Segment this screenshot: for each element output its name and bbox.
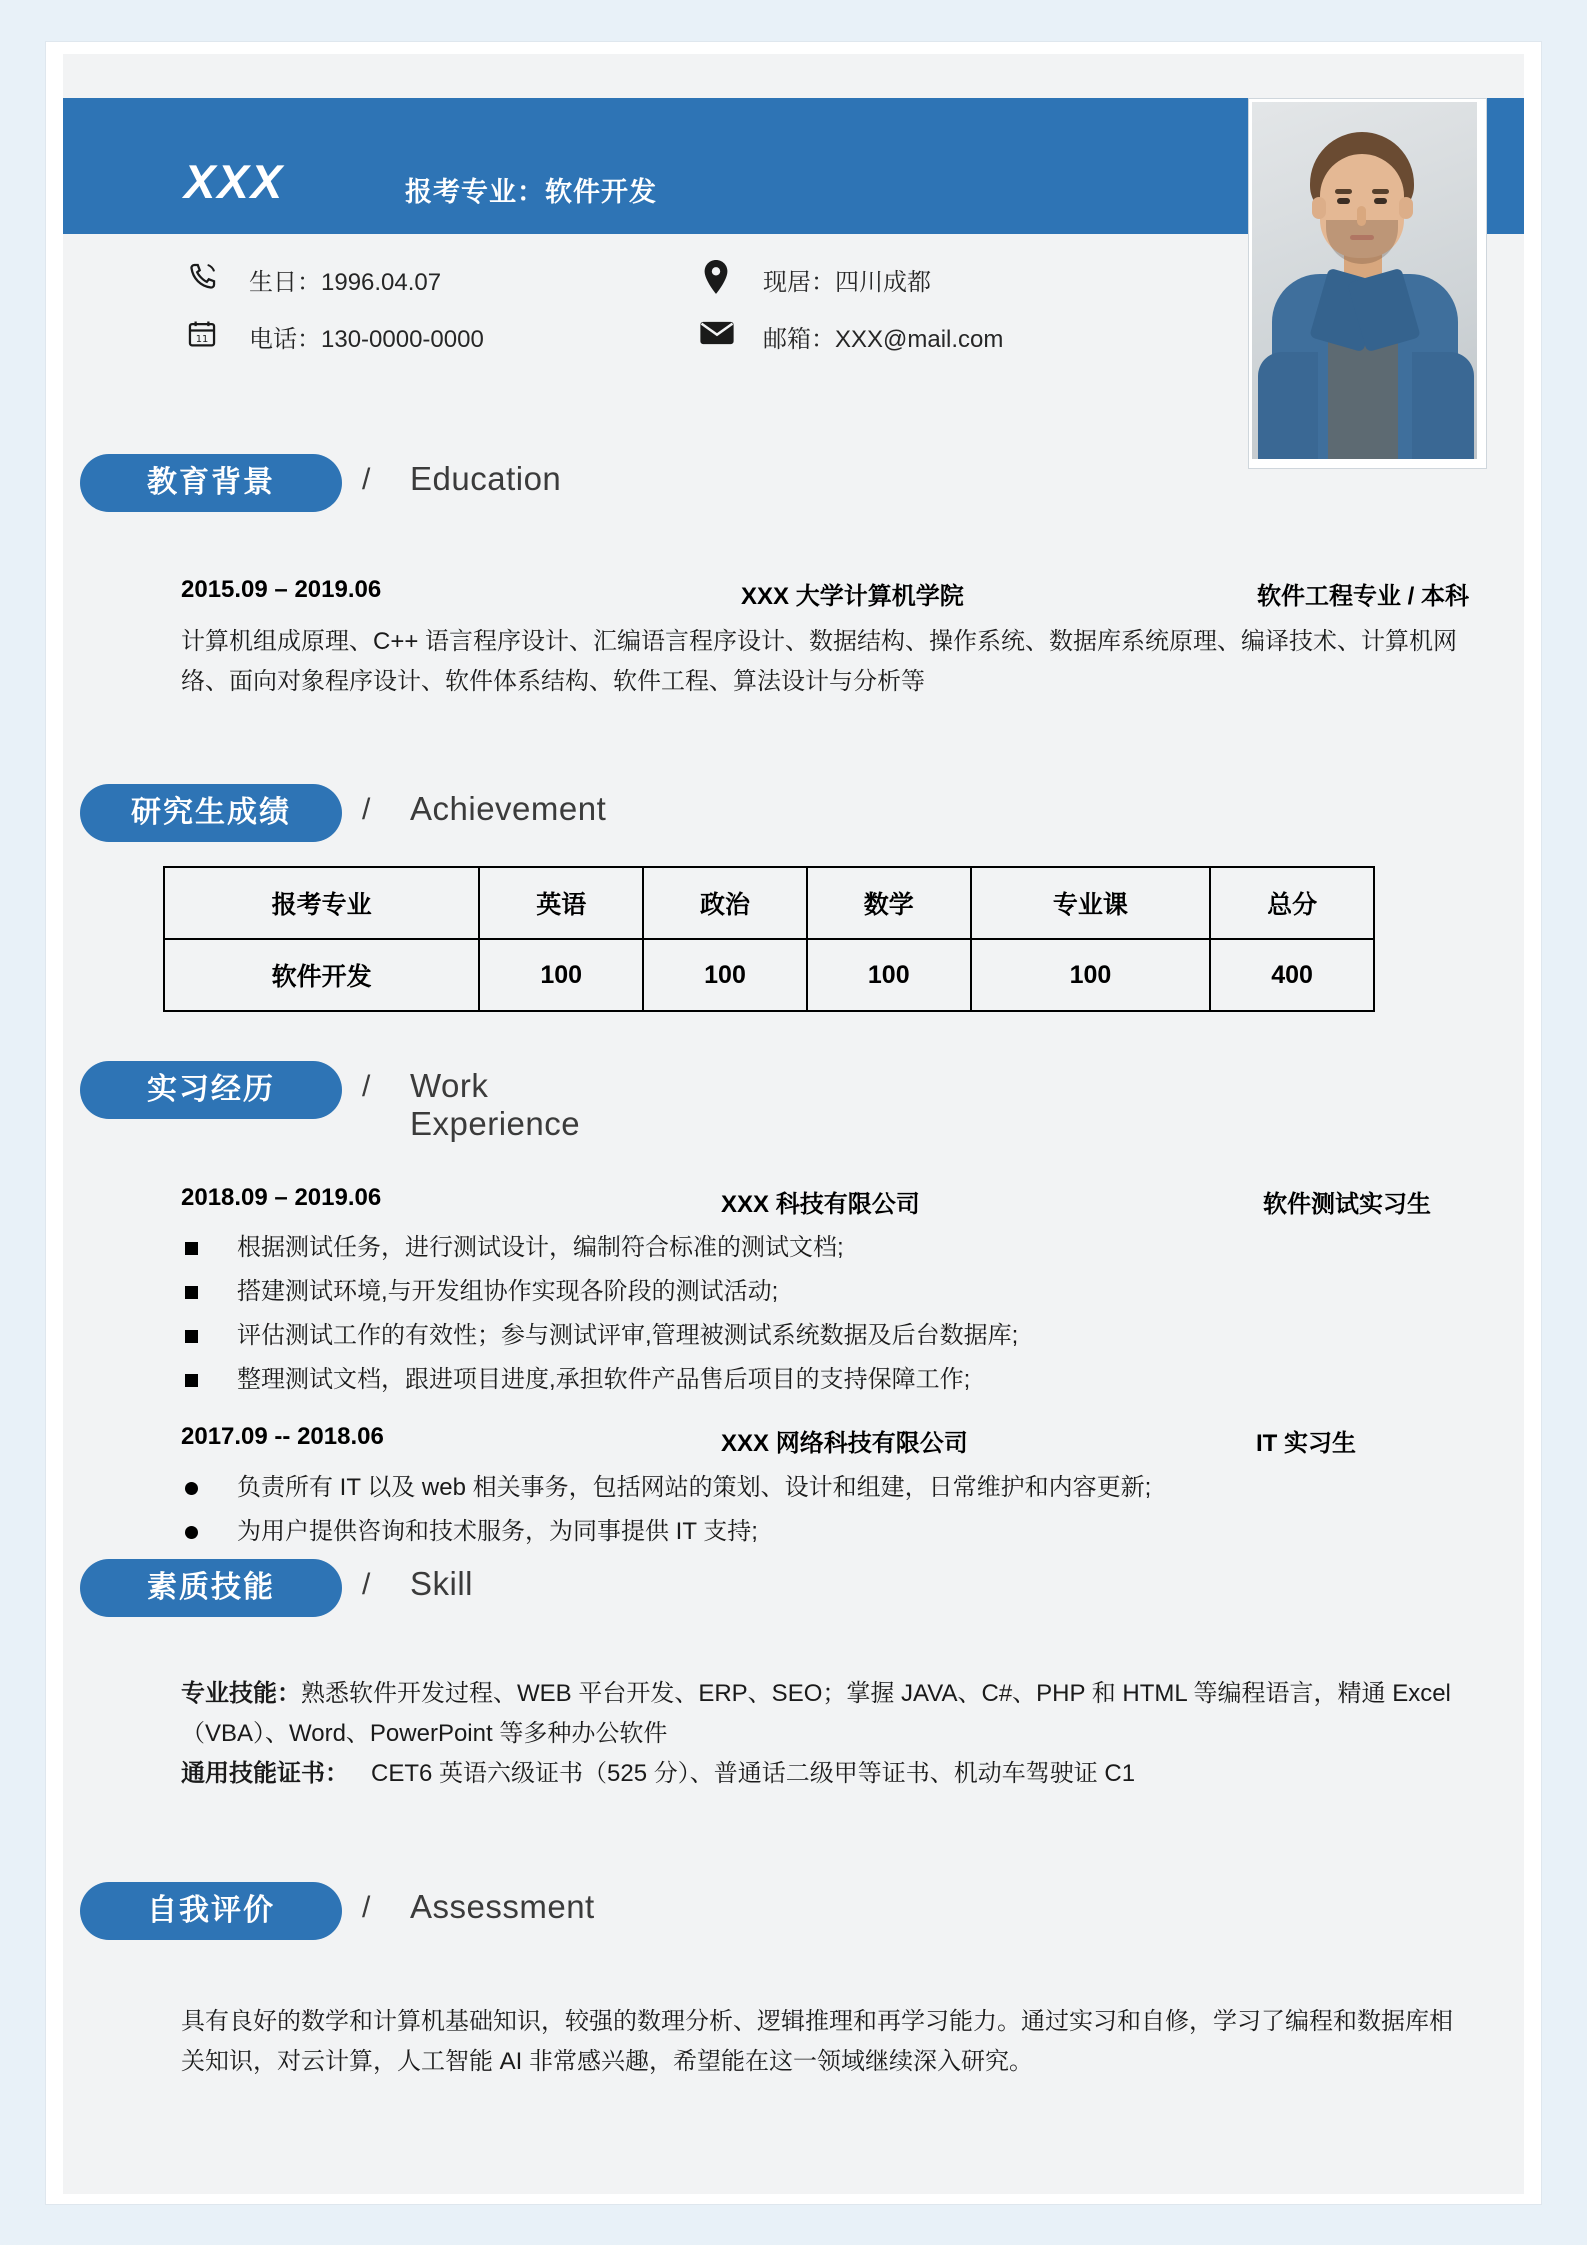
table-row (164, 939, 1374, 1011)
list-item-text: 为用户提供咨询和技术服务，为同事提供 IT 支持; (237, 1518, 758, 1545)
table-cell: 100 (479, 939, 643, 1011)
education-courses: 计算机组成原理、C++ 语言程序设计、汇编语言程序设计、数据结构、操作系统、数据库系统原理、编译技术、计算机网络、面向对象程序设计、软件体系结构、软件工程、算法设计与分析等 (181, 628, 1458, 695)
score-table (163, 866, 1375, 1012)
section-slash: / (362, 793, 371, 826)
section-title-en: Education (410, 460, 562, 497)
section-title-en: Skill (410, 1565, 474, 1602)
table-cell: 100 (971, 939, 1211, 1011)
list-item (181, 1226, 1481, 1270)
section-title-cn: 研究生成绩 (131, 796, 291, 829)
candidate-name: XXX (184, 155, 285, 208)
work-role: IT 实习生 (1256, 1430, 1356, 1457)
skill-professional-text: 熟悉软件开发过程、WEB 平台开发、ERP、SEO；掌握 JAVA、C#、PHP 和 HTML 等编程语言，精通 Excel（VBA）、Word、PowerPoint 等多种办公软件 (181, 1680, 1451, 1747)
section-title-cn: 教育背景 (147, 466, 275, 499)
skill-cert-label: 通用技能证书： (181, 1760, 349, 1787)
work-bullets-2 (181, 1466, 1481, 1554)
list-item (181, 1510, 1481, 1554)
bullet-square-icon (185, 1374, 198, 1387)
list-item (181, 1358, 1481, 1402)
phone-icon (185, 260, 219, 294)
work-date: 2018.09 – 2019.06 (181, 1184, 382, 1211)
table-header-cell: 政治 (643, 867, 807, 939)
contact-phone: 电话：130-0000-0000 (249, 326, 484, 353)
education-date: 2015.09 – 2019.06 (181, 576, 382, 603)
bullet-square-icon (185, 1330, 198, 1343)
mail-icon (699, 318, 733, 352)
skill-professional-label: 专业技能： (181, 1680, 301, 1707)
table-header-cell: 总分 (1210, 867, 1374, 939)
resume-sheet (46, 42, 1541, 2204)
education-school: XXX 大学计算机学院 (741, 583, 964, 610)
section-slash: / (362, 463, 371, 496)
list-item (181, 1466, 1481, 1510)
work-company: XXX 科技有限公司 (721, 1191, 920, 1218)
table-header-row (164, 867, 1374, 939)
svg-text:11: 11 (195, 333, 209, 345)
education-degree: 软件工程专业 / 本科 (1256, 583, 1469, 610)
bullet-square-icon (185, 1242, 198, 1255)
contact-block (63, 234, 1524, 353)
contact-email: 邮箱：XXX@mail.com (763, 326, 1004, 353)
list-item-text: 整理测试文档，跟进项目进度,承担软件产品售后项目的支持保障工作; (237, 1366, 971, 1393)
section-slash: / (362, 1891, 371, 1924)
work-bullets-1 (181, 1226, 1481, 1402)
section-slash: / (362, 1070, 371, 1103)
section-title-cn: 素质技能 (147, 1571, 275, 1604)
section-title-cn: 自我评价 (147, 1894, 275, 1927)
list-item-text: 负责所有 IT 以及 web 相关事务，包括网站的策划、设计和组建，日常维护和内容更新; (237, 1474, 1152, 1501)
list-item (181, 1270, 1481, 1314)
contact-location: 现居：四川成都 (763, 269, 931, 296)
assessment-text: 具有良好的数学和计算机基础知识，较强的数理分析、逻辑推理和再学习能力。通过实习和自修，学习了编程和数据库相关知识，对云计算，人工智能 AI 非常感兴趣，希望能在这一领域继续深入研究。 (181, 2008, 1453, 2075)
bullet-dot-icon (185, 1526, 198, 1539)
table-cell: 100 (643, 939, 807, 1011)
list-item-text: 根据测试任务，进行测试设计，编制符合标准的测试文档; (237, 1234, 844, 1261)
applied-major: 报考专业：软件开发 (405, 177, 657, 207)
resume-content (63, 54, 1524, 2194)
table-header-cell: 专业课 (971, 867, 1211, 939)
skill-cert-text: CET6 英语六级证书（525 分）、普通话二级甲等证书、机动车驾驶证 C1 (371, 1760, 1136, 1787)
list-item-text: 评估测试工作的有效性；参与测试评审,管理被测试系统数据及后台数据库; (237, 1322, 1019, 1349)
bullet-square-icon (185, 1286, 198, 1299)
section-slash: / (362, 1568, 371, 1601)
table-header-cell: 英语 (479, 867, 643, 939)
contact-birthday: 生日：1996.04.07 (249, 269, 442, 296)
section-title-en: Work Experience (410, 1067, 581, 1142)
work-date: 2017.09 -- 2018.06 (181, 1423, 384, 1450)
table-cell: 400 (1210, 939, 1374, 1011)
table-cell: 100 (807, 939, 971, 1011)
section-title-en: Achievement (410, 790, 607, 827)
list-item-text: 搭建测试环境,与开发组协作实现各阶段的测试活动; (237, 1278, 779, 1305)
skill-professional (181, 1674, 1471, 1754)
list-item (181, 1314, 1481, 1358)
skill-certificates (181, 1754, 1471, 1794)
work-role: 软件测试实习生 (1263, 1191, 1431, 1218)
table-cell: 软件开发 (164, 939, 479, 1011)
section-title-en: Assessment (410, 1888, 595, 1925)
work-company: XXX 网络科技有限公司 (721, 1430, 968, 1457)
bullet-dot-icon (185, 1482, 198, 1495)
table-header-cell: 报考专业 (164, 867, 479, 939)
section-title-cn: 实习经历 (147, 1073, 275, 1106)
table-header-cell: 数学 (807, 867, 971, 939)
calendar-icon (185, 317, 219, 351)
location-pin-icon (699, 258, 733, 292)
